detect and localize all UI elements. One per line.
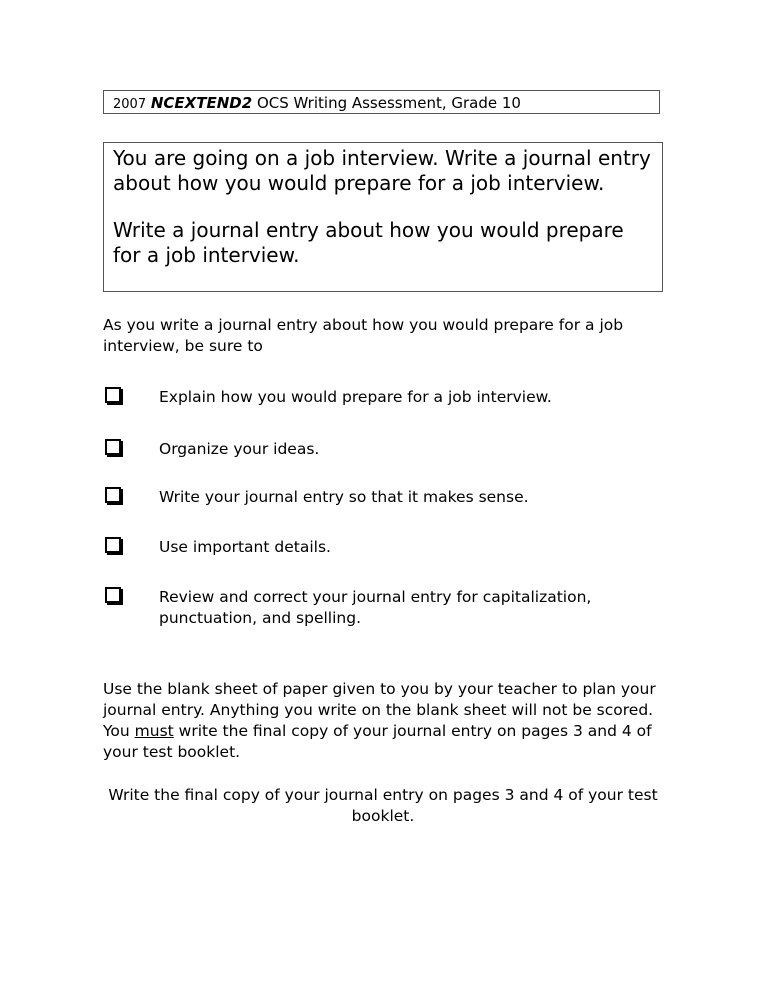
prompt-paragraph-2: Write a journal entry about how you would prepare for a job interview.: [113, 218, 624, 267]
checkbox-icon: [105, 439, 121, 455]
checkbox-icon: [105, 537, 121, 553]
checkbox-icon: [105, 587, 121, 603]
assessment-header: [103, 90, 660, 114]
header-year: 2007: [113, 97, 147, 112]
instructions-must: must: [134, 722, 174, 740]
header-title: OCS Writing Assessment, Grade 10: [256, 94, 521, 112]
planning-instructions: [103, 679, 663, 763]
prompt-paragraph-1: You are going on a job interview. Write a journal entry about how you would prepare for a job interview.: [113, 146, 651, 195]
checklist-item-text: Review and correct your journal entry for capitalization, punctuation, and spelling.: [159, 588, 592, 627]
instructions-text-2: write the final copy of your journal entry on pages 3 and 4 of your test booklet.: [103, 722, 652, 761]
checklist-item-text: Explain how you would prepare for a job interview.: [159, 388, 552, 406]
writing-prompt-box: [103, 142, 663, 292]
checklist-item-text: Use important details.: [159, 538, 331, 556]
header-series: NCEXTEND2: [150, 94, 253, 112]
checklist-item-text: Write your journal entry so that it makes sense.: [159, 488, 529, 506]
checklist-item-text: Organize your ideas.: [159, 440, 320, 458]
checkbox-icon: [105, 387, 121, 403]
checkbox-icon: [105, 487, 121, 503]
final-copy-note: Write the final copy of your journal entry on pages 3 and 4 of your test booklet.: [108, 786, 658, 825]
instructions-text-1: Use the blank sheet of paper given to you by your teacher to plan your journal entry. Anything you write on the blank sheet will not be scored. You: [103, 680, 656, 740]
checklist-intro: As you write a journal entry about how you would prepare for a job interview, be sure to: [103, 316, 624, 355]
